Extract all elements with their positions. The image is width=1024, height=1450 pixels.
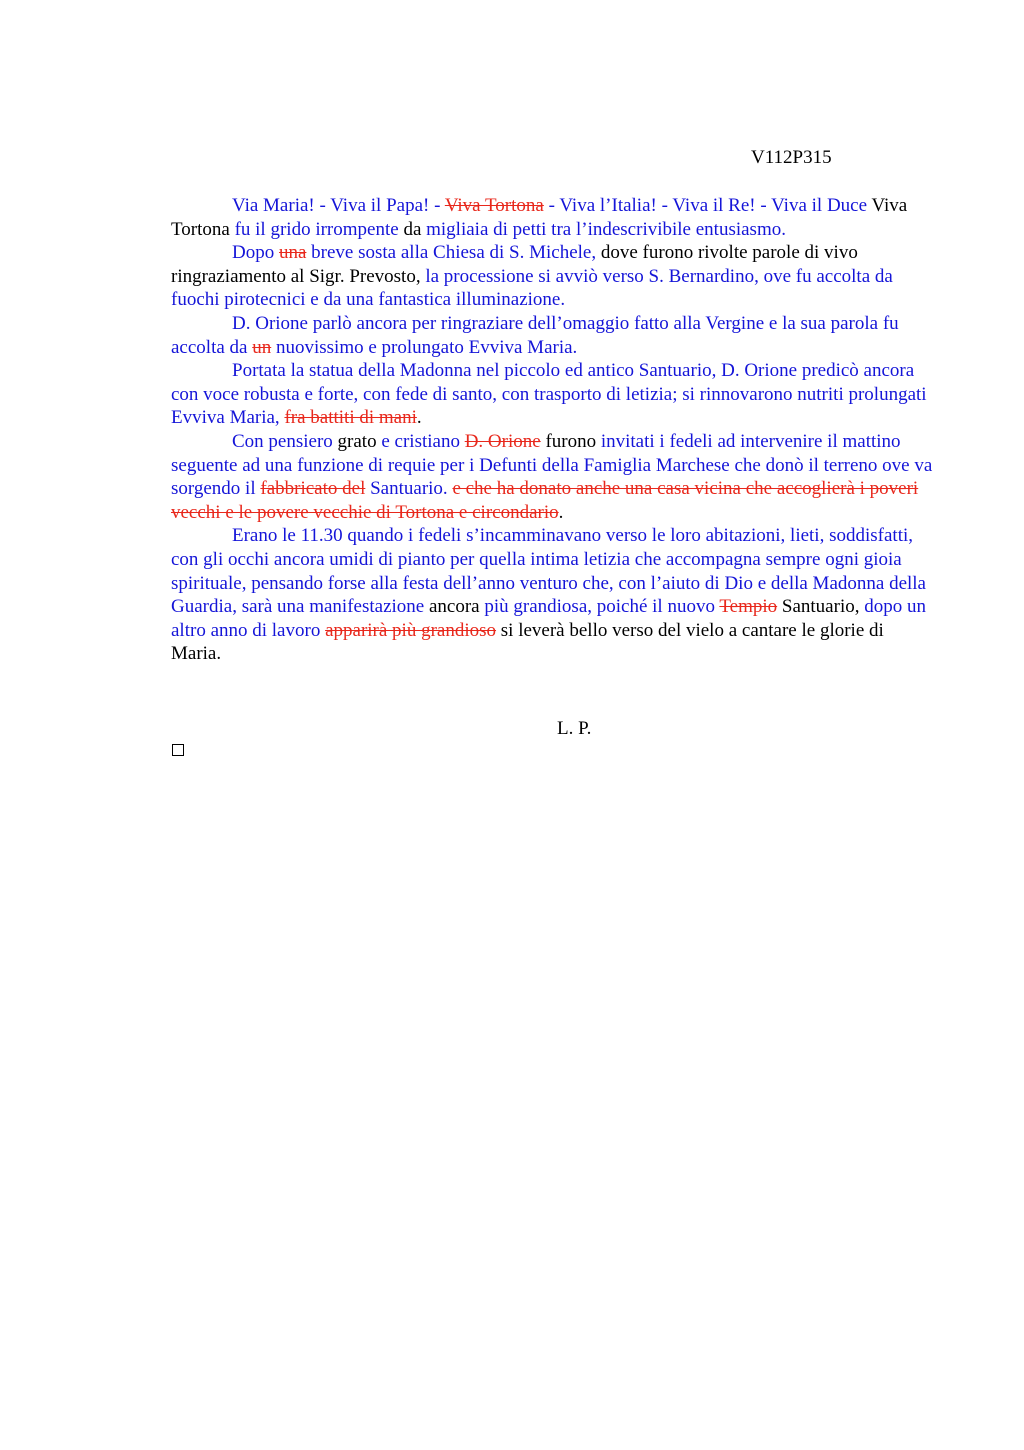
inserted-text-segment: Via Maria! - Viva il Papa! - <box>232 195 445 216</box>
original-text-segment: . <box>416 407 422 429</box>
inserted-text-segment: - Viva l’Italia! - Viva il Re! - Viva il Duce <box>543 195 872 216</box>
paragraph <box>171 430 933 524</box>
paragraph <box>171 359 933 430</box>
deleted-text-segment: fabbricato del <box>260 478 366 500</box>
signature-initials: L. P. <box>557 718 592 739</box>
inserted-text-segment: Erano le 11.30 quando i fedeli s’incamminavano verso le loro abitazioni, lieti, soddisfatti, con gli occhi ancora umidi di pianto per quella intima letizia che accompagna sempre ogni gioia spirituale, pensando forse alla festa dell’anno venturo che, con l’aiuto di Dio e della Madonna della Guardia, sarà una manifestazione <box>171 525 926 618</box>
deleted-text-segment: apparirà più grandioso <box>325 619 497 641</box>
deleted-text-segment: e che ha donato anche una casa vicina che accoglierà i poveri vecchi e le povere vecchie di Tortona e circondario <box>171 478 919 523</box>
inserted-text-segment: fu il grido irrompente <box>234 218 404 240</box>
page-reference: V112P315 <box>751 147 832 168</box>
inserted-text-segment: Con pensiero <box>232 430 338 452</box>
end-of-document-box-icon <box>172 744 184 756</box>
inserted-text-segment: la processione si avviò verso S. Bernardino, ove fu accolta da fuochi pirotecnici e da una fantastica illuminazione. <box>171 265 893 311</box>
deleted-text-segment: un <box>252 336 272 358</box>
original-text-segment: Santuario, <box>777 596 865 618</box>
inserted-text-segment: Dopo <box>232 242 279 264</box>
paragraph <box>171 194 933 241</box>
inserted-text-segment: nuovissimo e prolungato Evviva Maria. <box>271 336 578 358</box>
deleted-text-segment: D. Orione <box>464 430 541 452</box>
deleted-text-segment: Viva Tortona <box>444 195 544 216</box>
original-text-segment: furono <box>540 430 601 452</box>
inserted-text-segment: più grandiosa, poiché il nuovo <box>484 596 720 618</box>
inserted-text-segment: e cristiano <box>381 430 465 452</box>
original-text-segment: grato <box>337 430 382 452</box>
original-text-segment: dove furono rivolte parole di vivo ringraziamento al Sigr. Prevosto, <box>171 242 858 287</box>
inserted-text-segment: invitati i fedeli ad intervenire il mattino seguente ad una funzione di requie per i Defunti della Famiglia Marchese che donò il terreno ove va sorgendo il <box>171 430 933 500</box>
inserted-text-segment: migliaia di petti tra l’indescrivibile entusiasmo. <box>426 218 786 240</box>
deleted-text-segment: fra battiti di mani <box>284 407 417 429</box>
original-text-segment: si leverà bello verso del vielo a cantare le glorie di Maria. <box>171 619 884 665</box>
document-body <box>171 194 933 666</box>
inserted-text-segment: Portata la statua della Madonna nel piccolo ed antico Santuario, D. Orione predicò ancora con voce robusta e forte, con fede di santo, con trasporto di letizia; si rinnovarono nutriti prolungati Evviva Maria, <box>171 360 927 429</box>
original-text-segment: . <box>558 501 564 523</box>
paragraph <box>171 241 933 312</box>
paragraph <box>171 312 933 359</box>
inserted-text-segment: Santuario. <box>365 478 453 500</box>
inserted-text-segment: D. Orione parlò ancora per ringraziare dell’omaggio fatto alla Vergine e la sua parola fu accolta da <box>171 312 899 358</box>
deleted-text-segment: una <box>278 242 307 264</box>
original-text-segment: da <box>403 218 427 240</box>
inserted-text-segment: dopo un altro anno di lavoro <box>171 596 926 641</box>
original-text-segment: Viva Tortona <box>171 195 908 240</box>
inserted-text-segment: breve sosta alla Chiesa di S. Michele, <box>306 242 601 264</box>
deleted-text-segment: Tempio <box>719 596 778 618</box>
original-text-segment: ancora <box>428 596 485 618</box>
paragraph <box>171 524 933 666</box>
